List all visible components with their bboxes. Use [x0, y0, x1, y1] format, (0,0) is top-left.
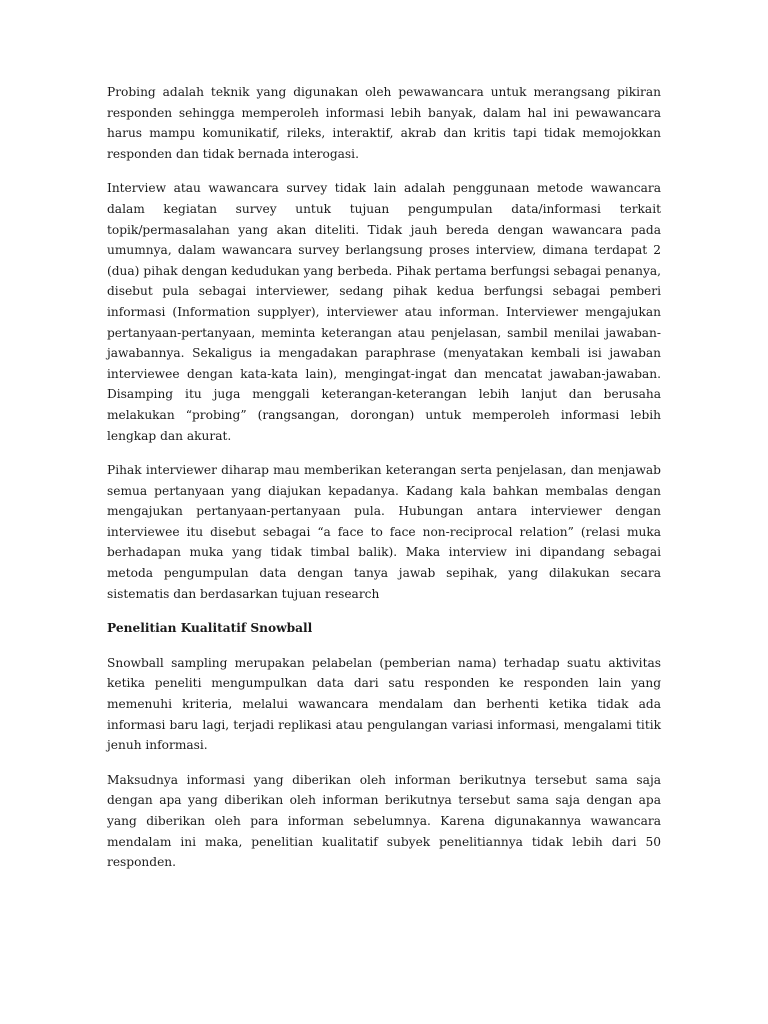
paragraph-probing: Probing adalah teknik yang digunakan oleh pewawancara untuk merangsang pikiran responden sehingga memperoleh informasi lebih banyak, dalam hal ini pewawancara harus mampu komunikatif, rileks, interaktif, akrab dan kritis tapi tidak memojokkan responden dan tidak bernada interogasi. [107, 85, 661, 161]
document-body [107, 82, 661, 887]
paragraph-interview-survey: Interview atau wawancara survey tidak lain adalah penggunaan metode wawancara dalam kegiatan survey untuk tujuan pengumpulan data/informasi terkait topik/permasalahan yang akan diteliti. Tidak jauh bereda dengan wawancara pada umumnya, dalam wawancara survey berlangsung proses interview, dimana terdapat 2 (dua) pihak dengan kedudukan yang berbeda. Pihak pertama berfungsi sebagai penanya, disebut pula sebagai interviewer, sedang pihak kedua berfungsi sebagai pemberi informasi (Information supplyer), interviewer atau informan. Interviewer mengajukan pertanyaan-pertanyaan, meminta keterangan atau penjelasan, sambil menilai jawaban-jawabannya. Sekaligus ia mengadakan paraphrase (menyatakan kembali isi jawaban interviewee dengan kata-kata lain), mengingat-ingat dan mencatat jawaban-jawaban. Disamping itu juga menggali keterangan-keterangan lebih lanjut dan berusaha melakukan “probing” (rangsangan, dorongan) untuk memperoleh informasi lebih lengkap dan akurat. [107, 181, 661, 443]
paragraph-informan-info: Maksudnya informasi yang diberikan oleh informan berikutnya tersebut sama saja dengan apa yang diberikan oleh informan berikutnya tersebut sama saja dengan apa yang diberikan oleh para informan sebelumnya. Karena digunakannya wawancara mendalam ini maka, penelitian kualitatif subyek penelitiannya tidak lebih dari 50 responden. [107, 772, 661, 870]
paragraph-snowball-sampling: Snowball sampling merupakan pelabelan (pemberian nama) terhadap suatu aktivitas ketika peneliti mengumpulkan data dari satu responden ke responden lain yang memenuhi kriteria, melalui wawancara mendalam dan berhenti ketika tidak ada informasi baru lagi, terjadi replikasi atau pengulangan variasi informasi, mengalami titik jenuh informasi. [107, 655, 661, 753]
paragraph-interviewer-role: Pihak interviewer diharap mau memberikan keterangan serta penjelasan, dan menjawab semua pertanyaan yang diajukan kepadanya. Kadang kala bahkan membalas dengan mengajukan pertanyaan-pertanyaan pula. Hubungan antara interviewer dengan interviewee itu disebut sebagai “a face to face non-reciprocal relation” (relasi muka berhadapan muka yang tidak timbal balik). Maka interview ini dipandang sebagai metoda pengumpulan data dengan tanya jawab sepihak, yang dilakukan secara sistematis dan berdasarkan tujuan research [107, 463, 661, 601]
section-heading: Penelitian Kualitatif Snowball [107, 621, 313, 636]
